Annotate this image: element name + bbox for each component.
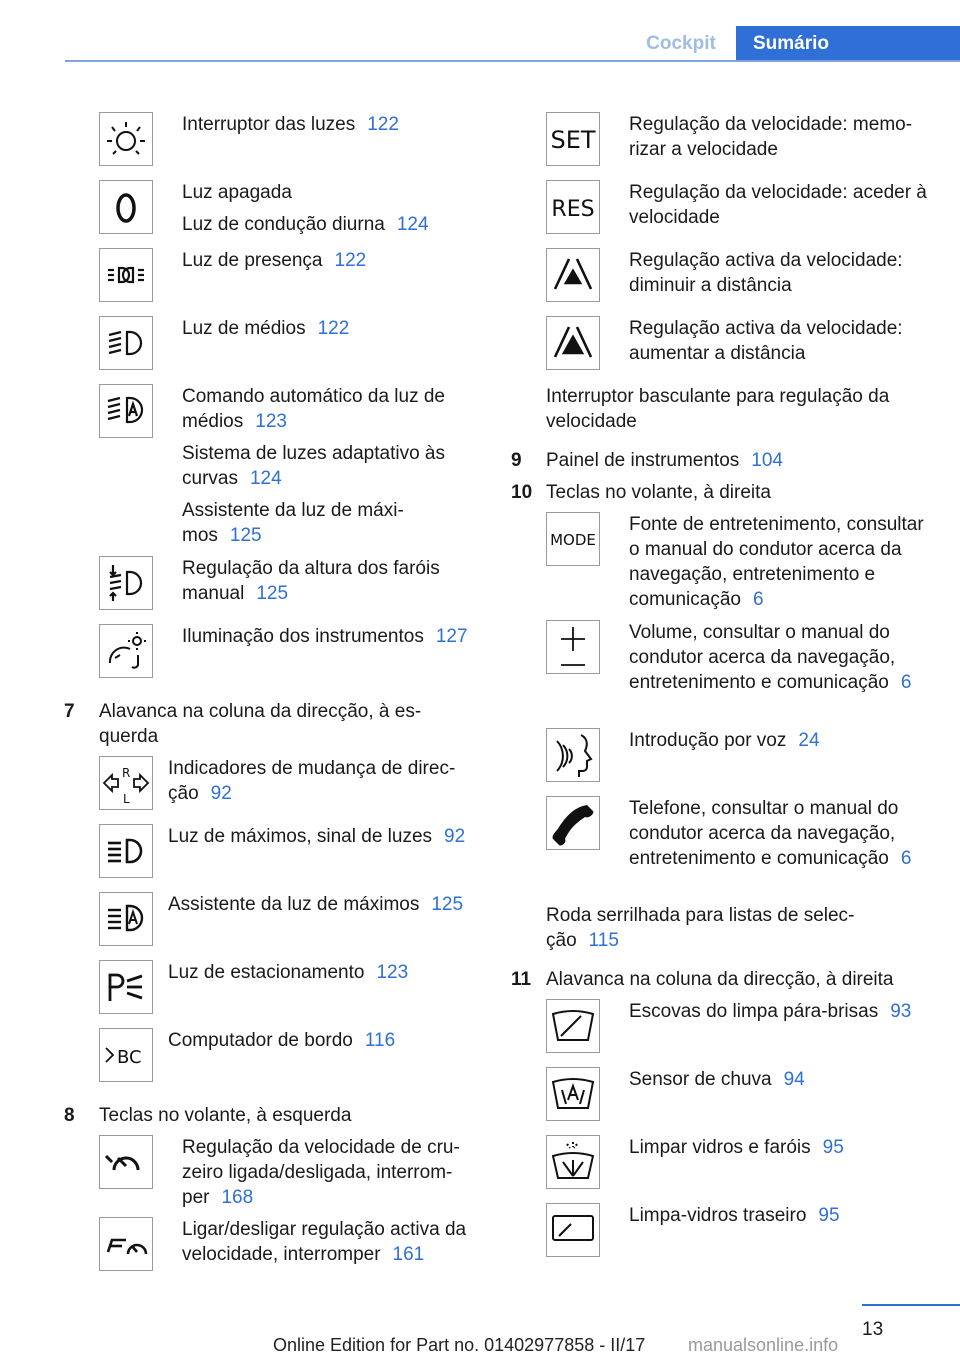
svg-text:SET: SET (550, 126, 596, 154)
page-link[interactable]: 122 (334, 250, 367, 271)
page-link[interactable]: 92 (444, 826, 466, 847)
distance-decrease-icon (546, 248, 600, 302)
entry-label: Assistente da luz de máximos (168, 894, 420, 915)
page-link[interactable]: 161 (392, 1244, 425, 1265)
entry-rear-wiper (629, 1203, 929, 1228)
item-7-title (99, 699, 469, 749)
entry-high-beam (168, 824, 470, 849)
page-link[interactable]: 92 (210, 783, 232, 804)
active-cruise-icon (99, 1217, 153, 1271)
entry-distance-decrease (629, 248, 929, 298)
svg-text:MODE: MODE (550, 531, 596, 549)
headlight-range-icon (99, 556, 153, 610)
entry-telephone (629, 796, 929, 871)
entry-parking-light (182, 248, 472, 273)
entry-label: Sensor de chuva (629, 1069, 772, 1090)
svg-text:L: L (123, 792, 130, 806)
entry-active-cruise (182, 1217, 482, 1267)
watermark: manualsonline.info (688, 1335, 839, 1355)
entry-label: Regulação da velocidade: aceder à velocidade (629, 182, 927, 228)
item-8-title (99, 1103, 469, 1128)
entry-label: Luz apagada (182, 182, 292, 203)
entry-label: Regulação activa da velocidade: diminuir a distância (629, 250, 903, 296)
lights-off-icon (99, 180, 153, 234)
page-link[interactable]: 116 (364, 1030, 396, 1051)
footer-rule (862, 1304, 960, 1306)
item-title: Alavanca na coluna da direcção, à esquerda (99, 701, 422, 747)
svg-text:R: R (122, 766, 131, 780)
item-number-10: 10 (511, 482, 533, 503)
page-link[interactable]: 24 (798, 730, 820, 751)
cruise-control-icon (99, 1135, 153, 1189)
entry-label: Introdução por voz (629, 730, 787, 751)
page-link[interactable]: 122 (317, 318, 350, 339)
high-beam-icon (99, 824, 153, 878)
item-11-title (546, 967, 926, 992)
header-rule (65, 60, 960, 62)
item-title: Painel de instrumentos (546, 450, 740, 471)
item-9-title (546, 448, 926, 473)
set-icon (546, 112, 600, 166)
page-link[interactable]: 104 (751, 450, 783, 471)
entry-distance-increase (629, 316, 929, 366)
entry-light-switch (182, 112, 472, 137)
entry-label: Regulação da velocidade: memorizar a velocidade (629, 114, 913, 160)
item-number-7: 7 (64, 701, 75, 722)
page-link[interactable]: 123 (376, 962, 409, 983)
page-link[interactable]: 95 (822, 1137, 844, 1158)
page-link[interactable]: 124 (396, 214, 429, 235)
entry-label: Luz de máximos, sinal de luzes (168, 826, 433, 847)
entry-set (629, 112, 929, 162)
entry-label: Assistente da luz de máximos (182, 500, 404, 546)
entry-parking-lamp (168, 960, 470, 985)
entry-label: Luz de médios (182, 318, 306, 339)
entry-board-computer (168, 1028, 470, 1053)
entry-label: Ligar/desligar regulação activa da velocidade, interromper (182, 1219, 467, 1265)
page-link[interactable]: 93 (890, 1001, 912, 1022)
item-title: Teclas no volante, à direita (546, 482, 771, 503)
entry-label: Fonte de entretenimento, consultar o manual do condutor acerca da navegação, entretenimento e comunicação (629, 514, 924, 610)
entry-label: Luz de condução diurna (182, 214, 385, 235)
entry-label: Interruptor basculante para regulação da velocidade (546, 386, 890, 432)
light-switch-icon (99, 112, 153, 166)
page-link[interactable]: 125 (229, 525, 262, 546)
page-link[interactable]: 6 (900, 672, 912, 693)
entry-auto-low-beam (182, 384, 472, 548)
entry-low-beam (182, 316, 472, 341)
entry-headlight-range (182, 556, 472, 606)
item-10-title (546, 480, 926, 505)
board-computer-icon (99, 1028, 153, 1082)
entry-label: Computador de bordo (168, 1030, 353, 1051)
entry-res (629, 180, 929, 230)
washer-icon (546, 1135, 600, 1189)
auto-low-beam-icon (99, 384, 153, 438)
entry-label: Roda serrilhada para listas de selecção (546, 905, 855, 951)
section-tab-sumario[interactable]: Sumário (736, 26, 960, 61)
voice-input-icon (546, 728, 600, 782)
page-link[interactable]: 95 (818, 1205, 840, 1226)
entry-selection-wheel (546, 903, 886, 953)
page-link[interactable]: 168 (221, 1187, 254, 1208)
entry-instrument-lighting (182, 624, 472, 649)
entry-rain-sensor (629, 1067, 929, 1092)
item-number-9: 9 (511, 450, 522, 471)
entry-wiper (629, 999, 929, 1024)
page-link[interactable]: 6 (900, 848, 912, 869)
parking-lamp-icon (99, 960, 153, 1014)
rocker-switch-text (546, 384, 926, 434)
item-number-8: 8 (64, 1105, 75, 1126)
edition-line: Online Edition for Part no. 01402977858 - II/17 (273, 1335, 646, 1355)
entry-label: Regulação da altura dos faróis manual (182, 558, 440, 604)
entry-label: Telefone, consultar o manual do condutor acerca da navegação, entretenimento e comunicação (629, 798, 899, 869)
entry-label: Indicadores de mudança de direcção (168, 758, 456, 804)
entry-label: Regulação da velocidade de cruzeiro ligada/desligada, interromper (182, 1137, 460, 1208)
low-beam-icon (99, 316, 153, 370)
high-beam-assist-icon (99, 892, 153, 946)
page-link[interactable]: 115 (588, 930, 619, 951)
entry-label: Comando automático da luz de médios (182, 386, 445, 432)
distance-increase-icon (546, 316, 600, 370)
page-link[interactable]: 94 (783, 1069, 805, 1090)
rain-sensor-icon (546, 1067, 600, 1121)
entry-high-beam-assist (168, 892, 470, 917)
entry-washer (629, 1135, 929, 1160)
page-link[interactable]: 127 (435, 626, 468, 647)
entry-lights-off (182, 180, 472, 237)
entry-label: Limpar vidros e faróis (629, 1137, 811, 1158)
entry-turn-signal (168, 756, 470, 806)
entry-label: Luz de presença (182, 250, 323, 271)
mode-icon (546, 512, 600, 566)
entry-voice-input (629, 728, 929, 753)
entry-cruise-control (182, 1135, 482, 1210)
entry-label: Escovas do limpa pára-brisas (629, 1001, 879, 1022)
entry-mode (629, 512, 929, 612)
page-link[interactable]: 6 (752, 589, 764, 610)
page-link[interactable]: 125 (431, 894, 464, 915)
wiper-icon (546, 999, 600, 1053)
page-link[interactable]: 125 (256, 583, 289, 604)
turn-signal-icon (99, 756, 153, 810)
res-icon (546, 180, 600, 234)
instrument-lighting-icon (99, 624, 153, 678)
svg-text:BC: BC (117, 1047, 142, 1068)
entry-label: Iluminação dos instrumentos (182, 626, 424, 647)
page-link[interactable]: 124 (249, 468, 282, 489)
entry-label: Regulação activa da velocidade: aumentar a distância (629, 318, 903, 364)
entry-label: Volume, consultar o manual do condutor acerca da navegação, entretenimento e comunicação (629, 622, 896, 693)
telephone-icon (546, 796, 600, 850)
entry-volume (629, 620, 929, 695)
entry-label: Limpa-vidros traseiro (629, 1205, 807, 1226)
entry-label: Luz de estacionamento (168, 962, 365, 983)
entry-label: Sistema de luzes adaptativo às curvas (182, 443, 445, 489)
page-number: 13 (862, 1319, 884, 1340)
item-title: Teclas no volante, à esquerda (99, 1105, 352, 1126)
parking-light-icon (99, 248, 153, 302)
svg-text:RES: RES (551, 197, 595, 222)
page-link[interactable]: 122 (367, 114, 399, 135)
section-tab-cockpit[interactable]: Cockpit (646, 33, 716, 54)
page-link[interactable]: 123 (255, 411, 287, 432)
item-title: Alavanca na coluna da direcção, à direita (546, 969, 894, 990)
entry-label: Interruptor das luzes (182, 114, 356, 135)
item-number-11: 11 (511, 969, 532, 990)
rear-wiper-icon (546, 1203, 600, 1257)
volume-icon (546, 620, 600, 674)
